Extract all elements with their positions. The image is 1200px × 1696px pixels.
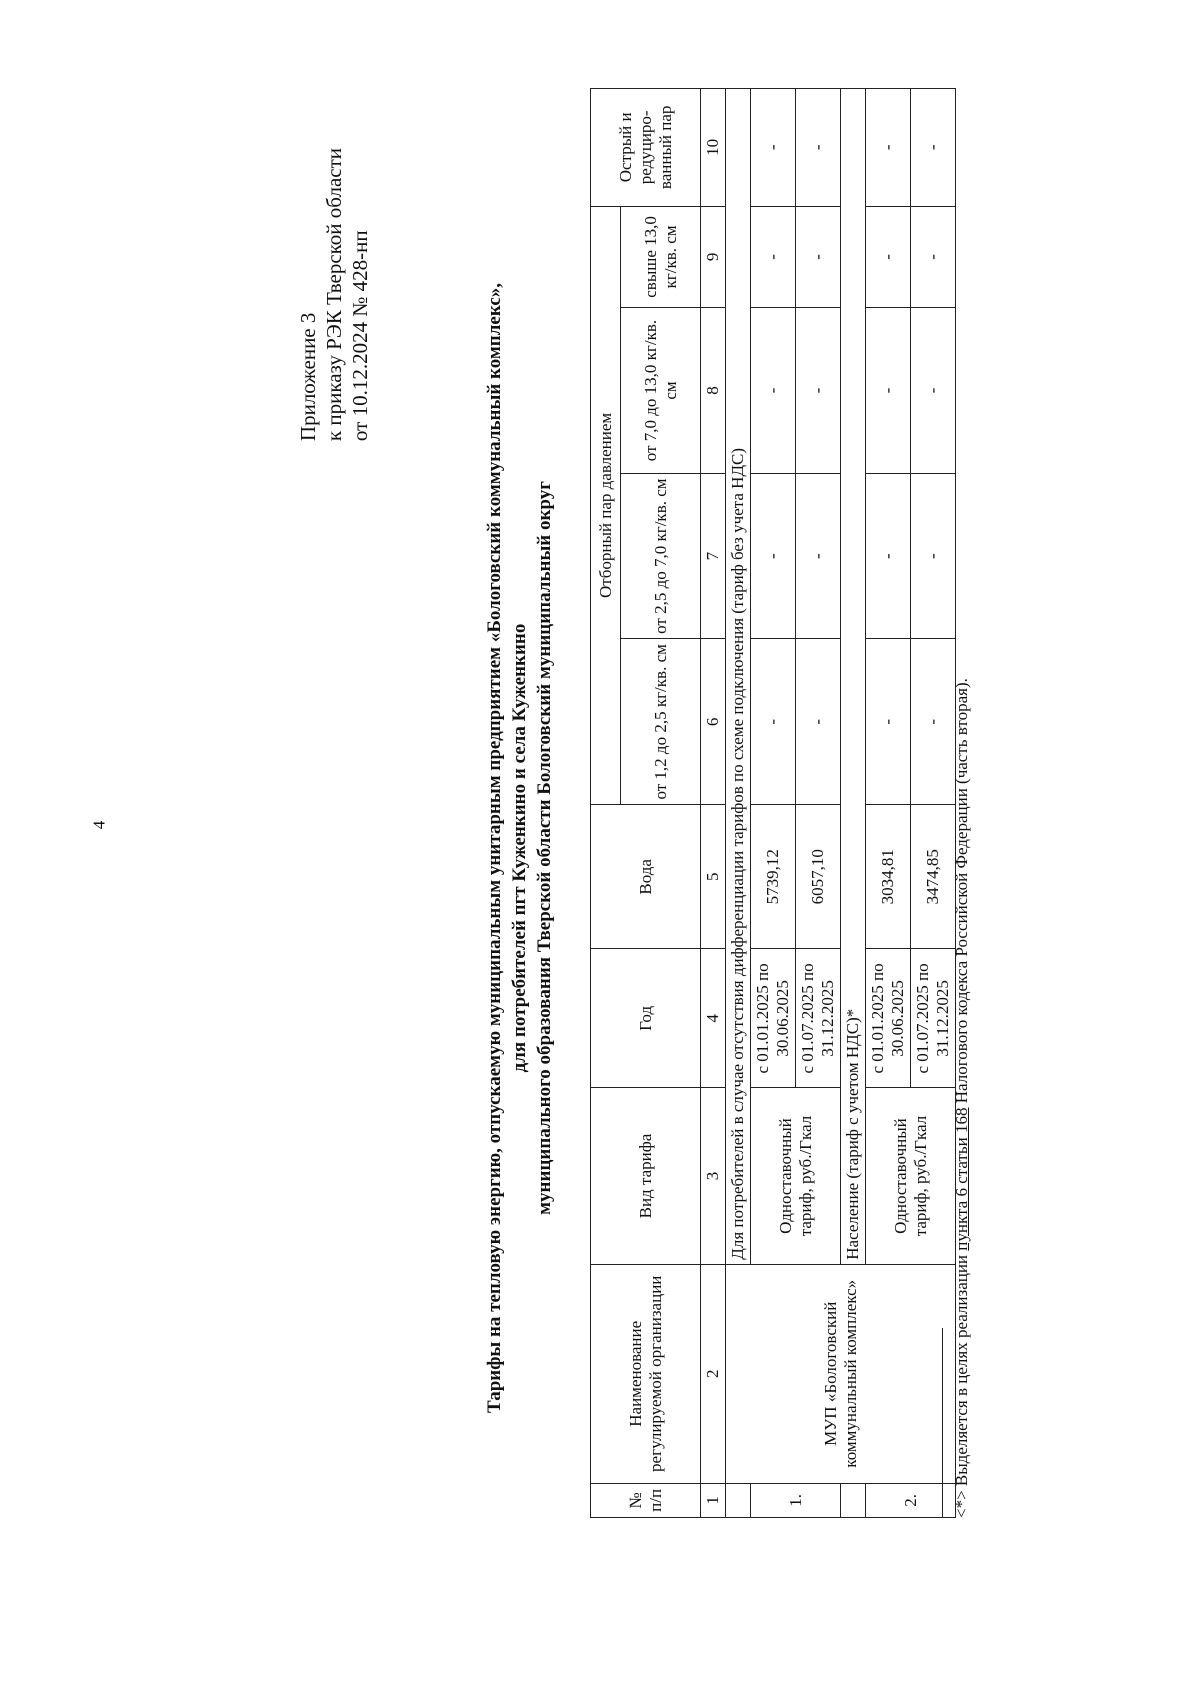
header-steam-2: от 2,5 до 7,0 кг/кв. см: [621, 473, 701, 639]
header-water: Вода: [591, 805, 701, 949]
footnote-prefix: <*> Выделяется в целях реализации: [952, 1250, 971, 1518]
header-year: Год: [591, 949, 701, 1088]
water-value: 6057,10: [796, 805, 841, 949]
header-no: № п/п: [591, 1483, 701, 1517]
row-no: 1.: [751, 1483, 841, 1517]
cell-value: -: [866, 473, 911, 639]
header-steam-3: от 7,0 до 13,0 кг/кв. см: [621, 308, 701, 474]
title-line-2: для потребителей пгт Куженкино и села Куженкино: [509, 623, 530, 1073]
col-number: 9: [701, 206, 726, 308]
cell-value: -: [866, 639, 911, 805]
period: с 01.07.2025 по 31.12.2025: [911, 949, 956, 1088]
title-line-3: муниципального образования Тверской области Бологовский муниципальный округ: [534, 481, 555, 1215]
cell-value: -: [796, 206, 841, 308]
org-name: МУП «Бологовский коммунальный комплекс»: [726, 1264, 956, 1483]
cell-value: -: [866, 308, 911, 474]
band-label-2: Население (тариф с учетом НДС)*: [841, 89, 866, 1265]
col-number: 2: [701, 1264, 726, 1483]
footnote: [952, 678, 972, 1518]
page-number: 4: [89, 820, 109, 830]
rotated-sheet: [200, 98, 1000, 1598]
footnote-suffix: Налогового кодекса Российской Федерации (часть вторая).: [952, 678, 971, 1108]
col-number: 7: [701, 473, 726, 639]
header-row-1: [591, 89, 621, 1518]
appendix-line-2: к приказу РЭК Тверской области: [322, 148, 346, 442]
period: с 01.07.2025 по 31.12.2025: [796, 949, 841, 1088]
cell-value: -: [751, 89, 796, 207]
col-number: 4: [701, 949, 726, 1088]
cell-value: -: [751, 639, 796, 805]
cell-value: -: [751, 308, 796, 474]
column-number-row: [701, 89, 726, 1518]
water-value: 3034,81: [866, 805, 911, 949]
appendix-line-1: Приложение 3: [296, 312, 320, 442]
header-steam-group: Отборный пар давлением: [591, 206, 621, 805]
water-value: 5739,12: [751, 805, 796, 949]
col-number: 8: [701, 308, 726, 474]
band-label-1: Для потребителей в случае отсутствия дифференциации тарифов по схеме подключения (тариф без учета НДС): [726, 89, 751, 1265]
title-line-1: Тарифы на тепловую энергию, отпускаемую муниципальным унитарным предприятием «Бологовский коммунальный комплекс»,: [484, 283, 505, 1413]
col-number: 10: [701, 89, 726, 207]
cell-value: -: [866, 89, 911, 207]
footnote-link[interactable]: пункта 6 статьи 168: [952, 1107, 971, 1251]
cell-value: -: [751, 206, 796, 308]
tariff-type: Одноставочный тариф, руб./Гкал: [751, 1088, 841, 1264]
appendix-block: [295, 148, 373, 441]
footnote-divider: [942, 1328, 943, 1518]
cell-value: -: [911, 473, 956, 639]
tariff-type: Одноставочный тариф, руб./Гкал: [866, 1088, 956, 1264]
period: с 01.01.2025 по 30.06.2025: [866, 949, 911, 1088]
water-value: 3474,85: [911, 805, 956, 949]
cell-value: -: [866, 206, 911, 308]
band-row-1: [726, 89, 751, 1518]
header-steam-4: свыше 13,0 кг/кв. см: [621, 206, 701, 308]
cell-value: -: [911, 206, 956, 308]
col-number: 6: [701, 639, 726, 805]
cell-value: -: [796, 89, 841, 207]
header-sharp-steam: Острый и редуциро-ванный пар: [591, 89, 701, 207]
cell-value: -: [911, 89, 956, 207]
header-steam-1: от 1,2 до 2,5 кг/кв. см: [621, 639, 701, 805]
cell-value: -: [796, 473, 841, 639]
appendix-line-3: от 10.12.2024 № 428-нп: [348, 230, 372, 442]
cell-value: -: [751, 473, 796, 639]
cell-value: -: [796, 308, 841, 474]
col-number: 1: [701, 1483, 726, 1517]
cell-value: -: [911, 639, 956, 805]
row-no: 2.: [866, 1483, 956, 1517]
col-number: 3: [701, 1088, 726, 1264]
cell-value: -: [911, 308, 956, 474]
tariff-table: [590, 88, 956, 1518]
cell-value: -: [796, 639, 841, 805]
header-org: Наименование регулируемой организации: [591, 1264, 701, 1483]
document-title: [482, 98, 557, 1598]
col-number: 5: [701, 805, 726, 949]
header-type: Вид тарифа: [591, 1088, 701, 1264]
period: с 01.01.2025 по 30.06.2025: [751, 949, 796, 1088]
